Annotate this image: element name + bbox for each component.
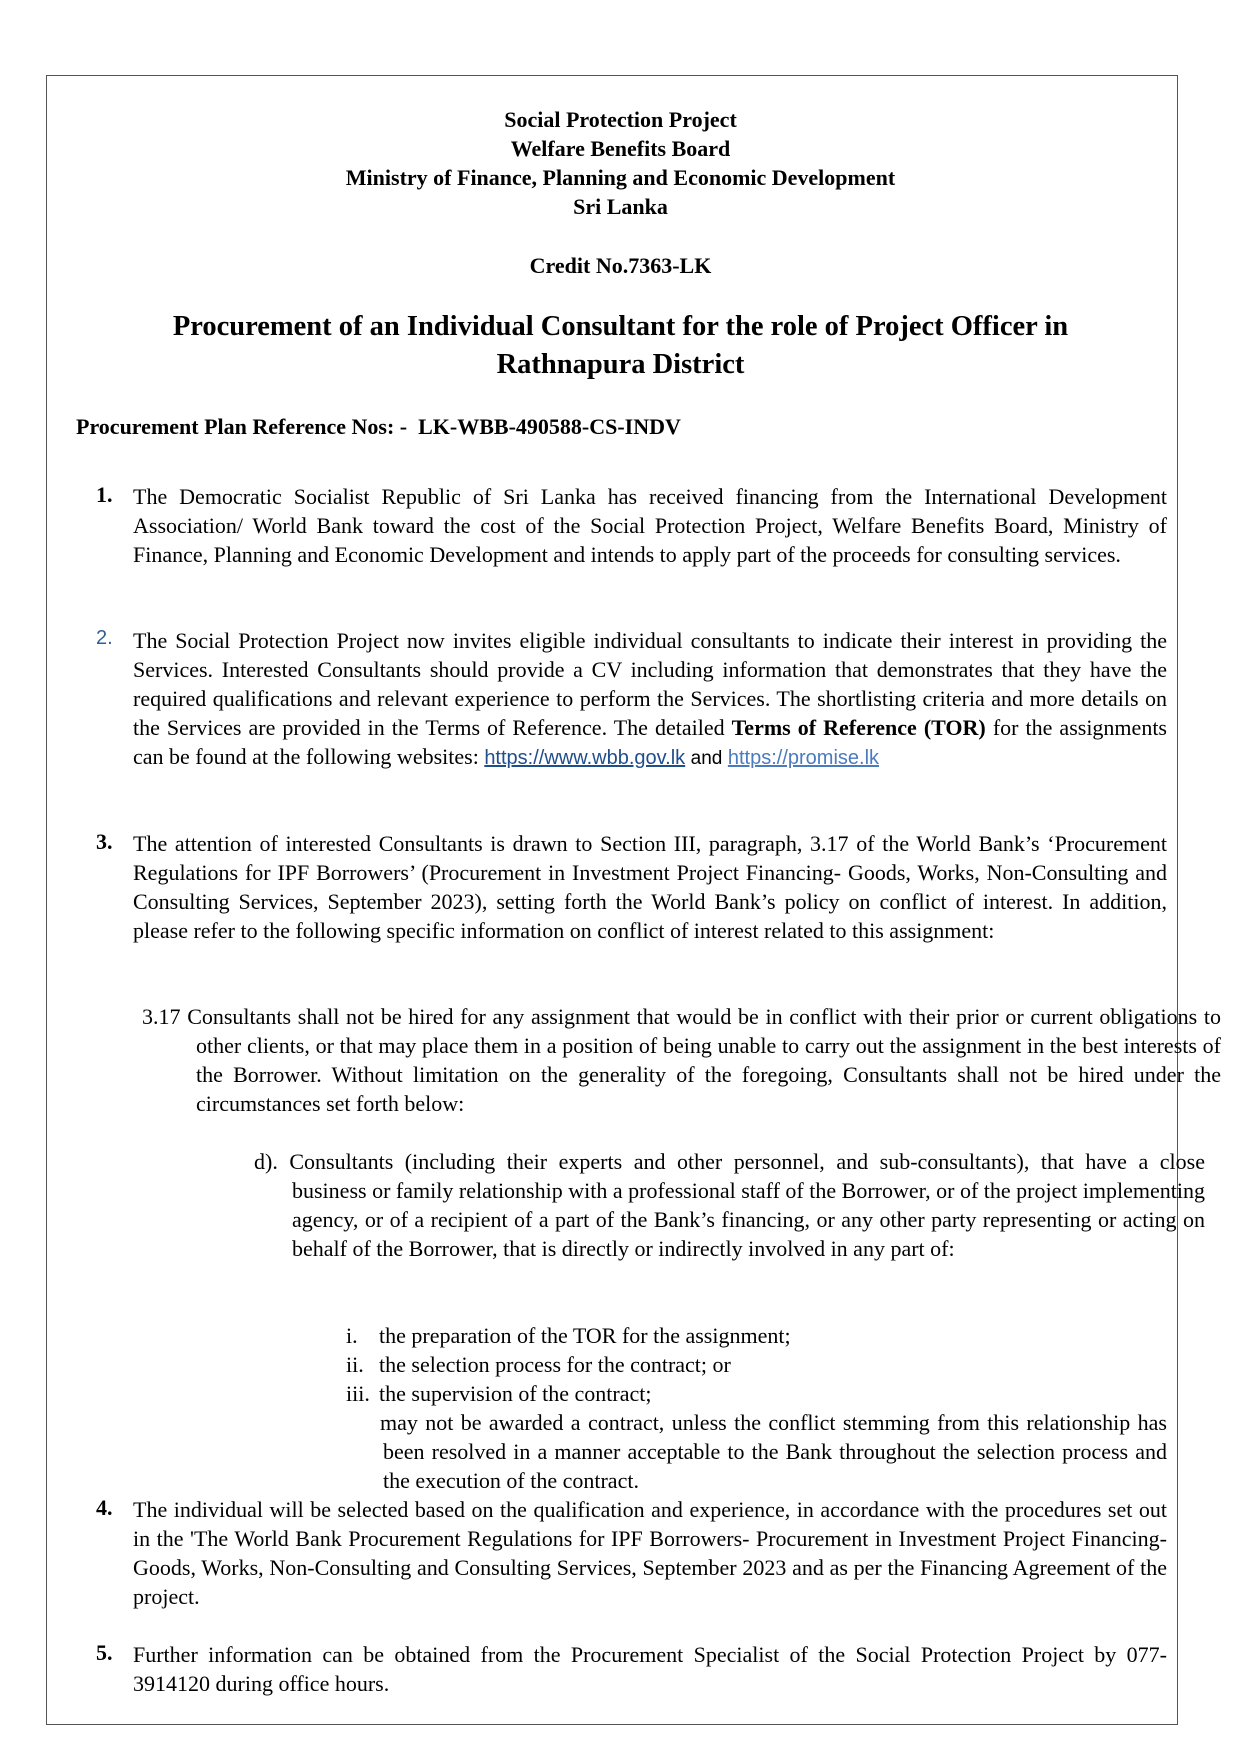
paragraph-3: The attention of interested Consultants is drawn to Section III, paragraph, 3.17 of the World Bank’s ‘Procurement Regulations for IPF Borrowers’ (Procurement in Investment Project Financing- Goods, Works, Non-Consulting and Consulting Services, September 2023), setting forth the World Bank’s policy on conflict of interest. In addition, please refer to the following specific information on conflict of interest related to this assignment: [133, 831, 1167, 943]
paragraph-2-text-b: for the assignments can be found at the following websites: [133, 715, 1167, 769]
clause-d: d). Consultants (including their experts and other personnel, and sub-consultants), that have a close business or family relationship with a professional staff of the Borrower, or of the project implementing agency, or of a recipient of a part of the Bank’s financing, or any other party representing or acting on behalf of the Borrower, that is directly or indirectly involved in any part of: [254, 1149, 1205, 1261]
paragraph-2-text-a: The Social Protection Project now invites eligible individual consultants to indicate their interest in providing the Services. Interested Consultants should provide a CV including information that demonstrates that they have the required qualifications and relevant experience to perform the Services. The shortlisting criteria and more details on the Services are provided in the Terms of Reference. The detailed [133, 628, 1167, 740]
roman-item-iii [346, 1379, 651, 1408]
document-title-line1: Procurement of an Individual Consultant for the role of Project Officer in [172, 311, 1069, 342]
roman-label-iii: iii. [346, 1381, 370, 1406]
header-project: Social Protection Project [504, 107, 737, 132]
and-text: and [690, 748, 723, 769]
header-country: Sri Lanka [573, 194, 668, 219]
tor-bold-text: Terms of Reference (TOR) [731, 715, 986, 740]
item-number-2: 2. [96, 627, 113, 649]
clause-tail: may not be awarded a contract, unless the conflict stemming from this relationship has been resolved in a manner acceptable to the Bank throughout the selection process and the execution of the contract. [380, 1410, 1167, 1493]
promise-website-link[interactable]: https://promise.lk [727, 747, 880, 769]
roman-text-i: the preparation of the TOR for the assignment; [379, 1323, 791, 1348]
roman-item-i [346, 1321, 791, 1350]
clause-3-17: 3.17 Consultants shall not be hired for any assignment that would be in conflict with their prior or current obligations to other clients, or that may place them in a position of being unable to carry out the assignment in the best interests of the Borrower. Without limitation on the generality of the foregoing, Consultants shall not be hired under the circumstances set forth below: [142, 1004, 1221, 1116]
header-board: Welfare Benefits Board [510, 136, 731, 161]
item-number-4: 4. [96, 1495, 113, 1520]
procurement-reference: Procurement Plan Reference Nos: - LK-WBB-490588-CS-INDV [76, 414, 681, 439]
roman-text-ii: the selection process for the contract; or [379, 1352, 731, 1377]
header-ministry: Ministry of Finance, Planning and Economic Development [345, 165, 896, 190]
document-title-line2: Rathnapura District [496, 349, 745, 380]
roman-label-i: i. [346, 1323, 358, 1348]
roman-label-ii: ii. [346, 1352, 364, 1377]
item-number-3: 3. [96, 829, 113, 854]
item-number-5: 5. [96, 1640, 113, 1665]
roman-text-iii: the supervision of the contract; [379, 1381, 652, 1406]
roman-item-ii [346, 1350, 731, 1379]
wbb-website-link[interactable]: https://www.wbb.gov.lk [484, 747, 686, 769]
credit-number: Credit No.7363-LK [529, 253, 712, 278]
paragraph-1: The Democratic Socialist Republic of Sri Lanka has received financing from the International Development Association/ World Bank toward the cost of the Social Protection Project, Welfare Benefits Board, Ministry of Finance, Planning and Economic Development and intends to apply part of the proceeds for consulting services. [133, 484, 1167, 567]
item-number-1: 1. [96, 482, 113, 507]
paragraph-2 [133, 626, 1167, 773]
paragraph-4: The individual will be selected based on the qualification and experience, in accordance with the procedures set out in the 'The World Bank Procurement Regulations for IPF Borrowers- Procurement in Investment Project Financing- Goods, Works, Non-Consulting and Consulting Services, September 2023 and as per the Financing Agreement of the project. [133, 1497, 1167, 1609]
paragraph-5: Further information can be obtained from the Procurement Specialist of the Social Protection Project by 077-3914120 during office hours. [133, 1642, 1167, 1696]
